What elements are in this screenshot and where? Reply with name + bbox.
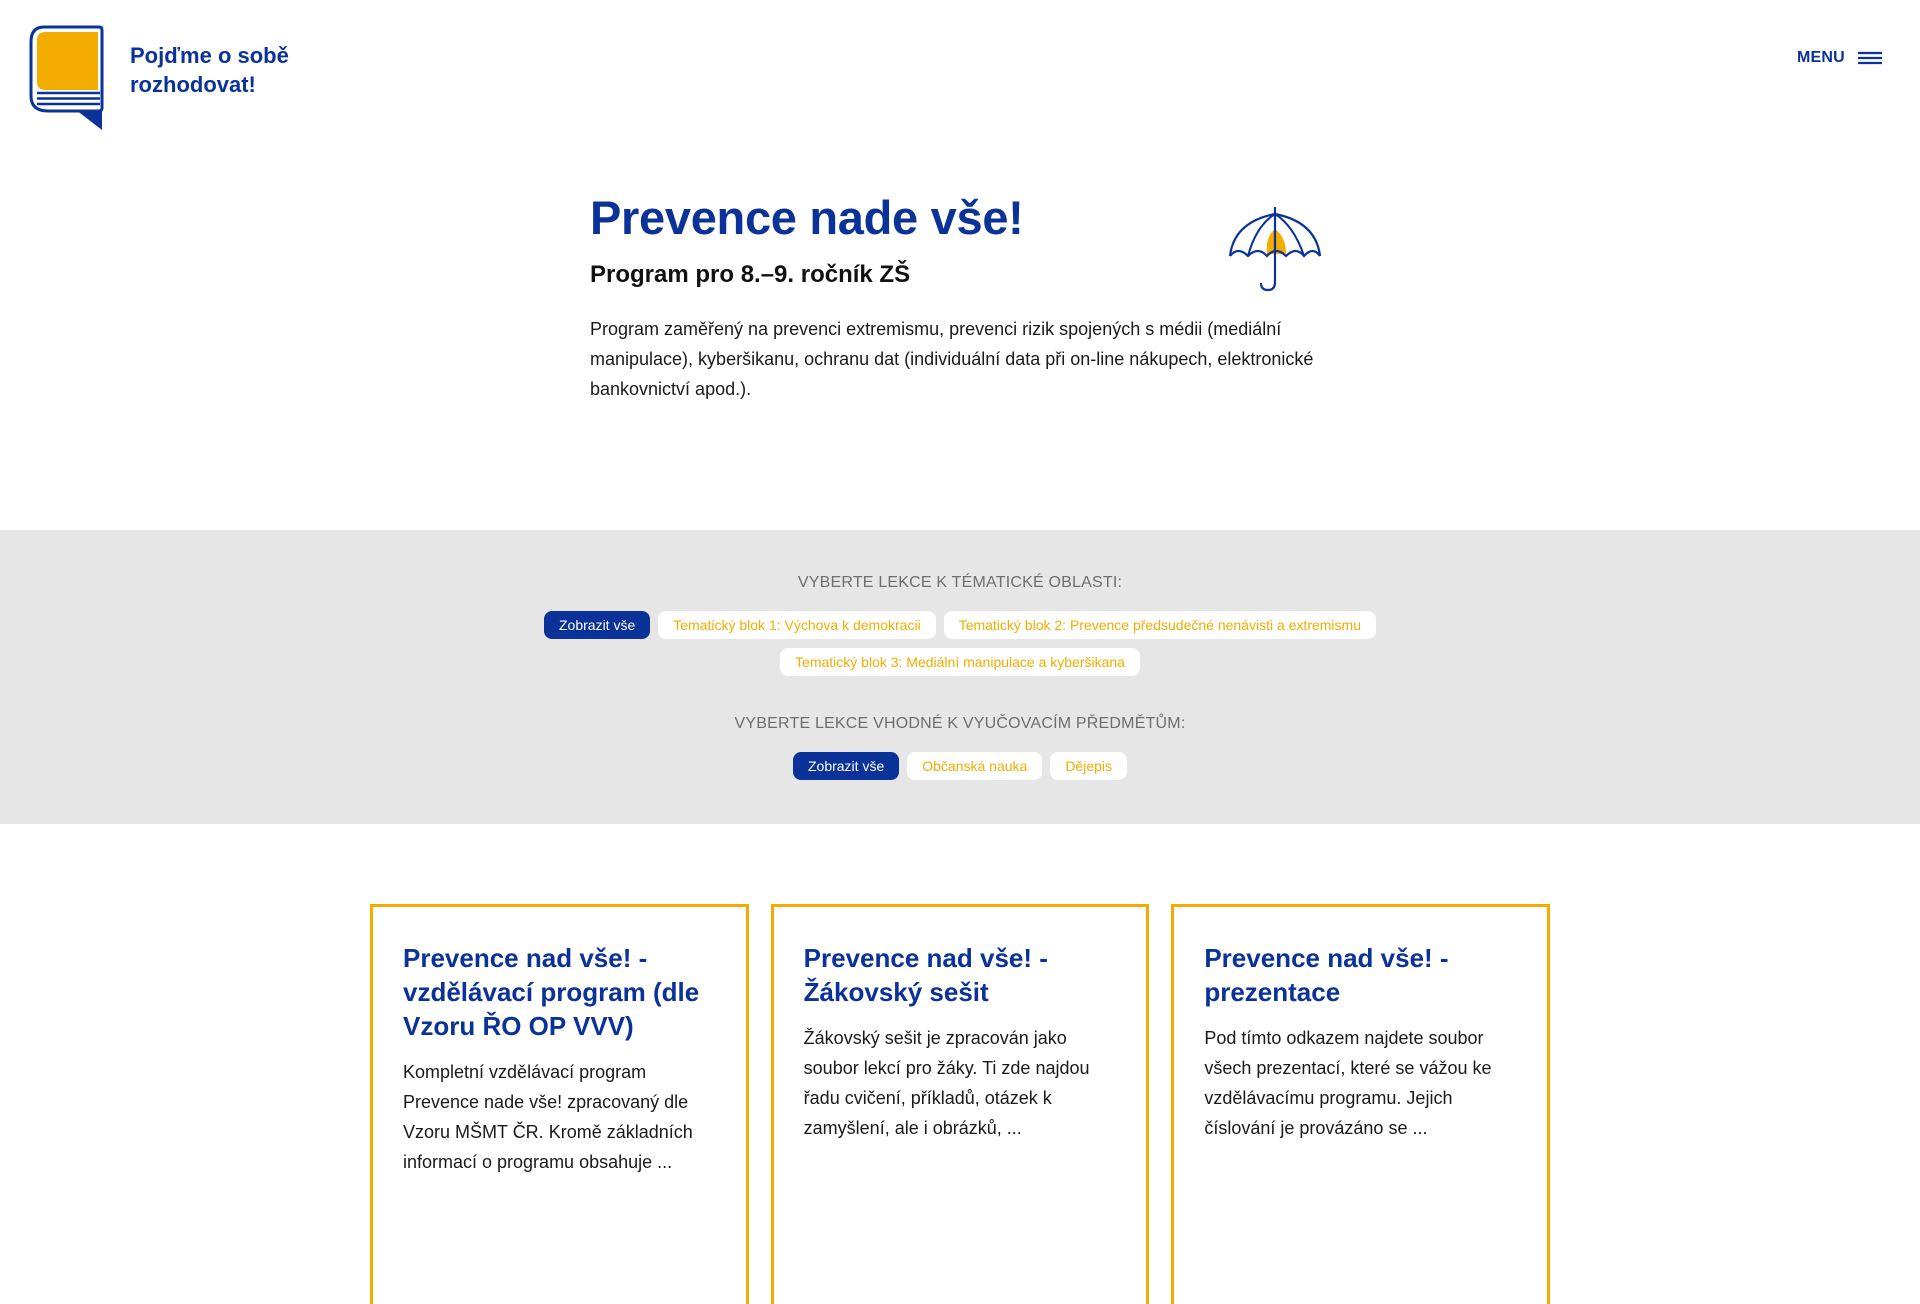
card-title[interactable]: Prevence nad vše! - vzdělávací program (dle Vzoru ŘO OP VVV) — [403, 943, 700, 1041]
topic-chip-block-1[interactable]: Tematický blok 1: Výchova k demokracii — [658, 611, 935, 639]
topic-filter-label: VYBERTE LEKCE K TÉMATICKÉ OBLASTI: — [797, 574, 1123, 591]
page-title: Prevence nade vše! — [590, 191, 1024, 244]
menu-label: MENU — [1797, 49, 1845, 66]
lesson-card[interactable] — [1171, 904, 1550, 1304]
card-title[interactable]: Prevence nad vše! - Žákovský sešit — [803, 943, 1048, 1007]
card-title[interactable]: Prevence nad vše! - prezentace — [1204, 943, 1449, 1007]
card-text: Žákovský sešit je zpracován jako soubor lekcí pro žáky. Ti zde najdou řadu cvičení, příkladů, otázek k zamyšlení, ale i obrázků, ... — [803, 1028, 1090, 1138]
card-text: Pod tímto odkazem najdete soubor všech prezentací, které se vážou ke vzdělávacímu programu. Jejich číslování je provázáno se ... — [1204, 1028, 1492, 1138]
subject-chip-history[interactable]: Dějepis — [1050, 752, 1127, 780]
subject-chip-all[interactable]: Zobrazit vše — [793, 752, 899, 780]
topic-chip-all[interactable]: Zobrazit vše — [544, 611, 650, 639]
filter-panel — [0, 530, 1920, 824]
hamburger-icon — [1857, 48, 1883, 68]
menu-button[interactable] — [1797, 48, 1883, 68]
topic-chip-row-2 — [0, 648, 1920, 676]
topic-chip-block-2[interactable]: Tematický blok 2: Prevence předsudečné nenávisti a extremismu — [944, 611, 1376, 639]
subject-chip-civics[interactable]: Občanská nauka — [907, 752, 1042, 780]
subject-filter-label: VYBERTE LEKCE VHODNÉ K VYUČOVACÍM PŘEDMĚTŮM: — [734, 715, 1186, 732]
topic-chip-row — [0, 611, 1920, 639]
card-text: Kompletní vzdělávací program Prevence nade vše! zpracovaný dle Vzoru MŠMT ČR. Kromě základních informací o programu obsahuje ... — [403, 1062, 693, 1172]
page-description: Program zaměřený na prevenci extremismu, prevenci rizik spojených s médii (mediální manipulace), kyberšikanu, ochranu dat (individuální data při on-line nákupech, elektronické bankovnictví apod.). — [590, 319, 1314, 399]
site-header — [0, 0, 1920, 140]
topic-chip-block-3[interactable]: Tematický blok 3: Mediální manipulace a kyberšikana — [780, 648, 1140, 676]
lesson-cards — [370, 904, 1550, 1304]
subject-chip-row — [0, 752, 1920, 780]
book-logo-icon — [28, 24, 104, 132]
logo-text: Pojďme o sobě rozhodovat! — [130, 43, 289, 97]
lesson-card[interactable] — [771, 904, 1150, 1304]
page-subtitle: Program pro 8.–9. ročník ZŠ — [590, 261, 911, 288]
umbrella-icon — [1228, 198, 1322, 292]
lesson-card[interactable] — [370, 904, 749, 1304]
site-logo[interactable] — [28, 24, 330, 132]
